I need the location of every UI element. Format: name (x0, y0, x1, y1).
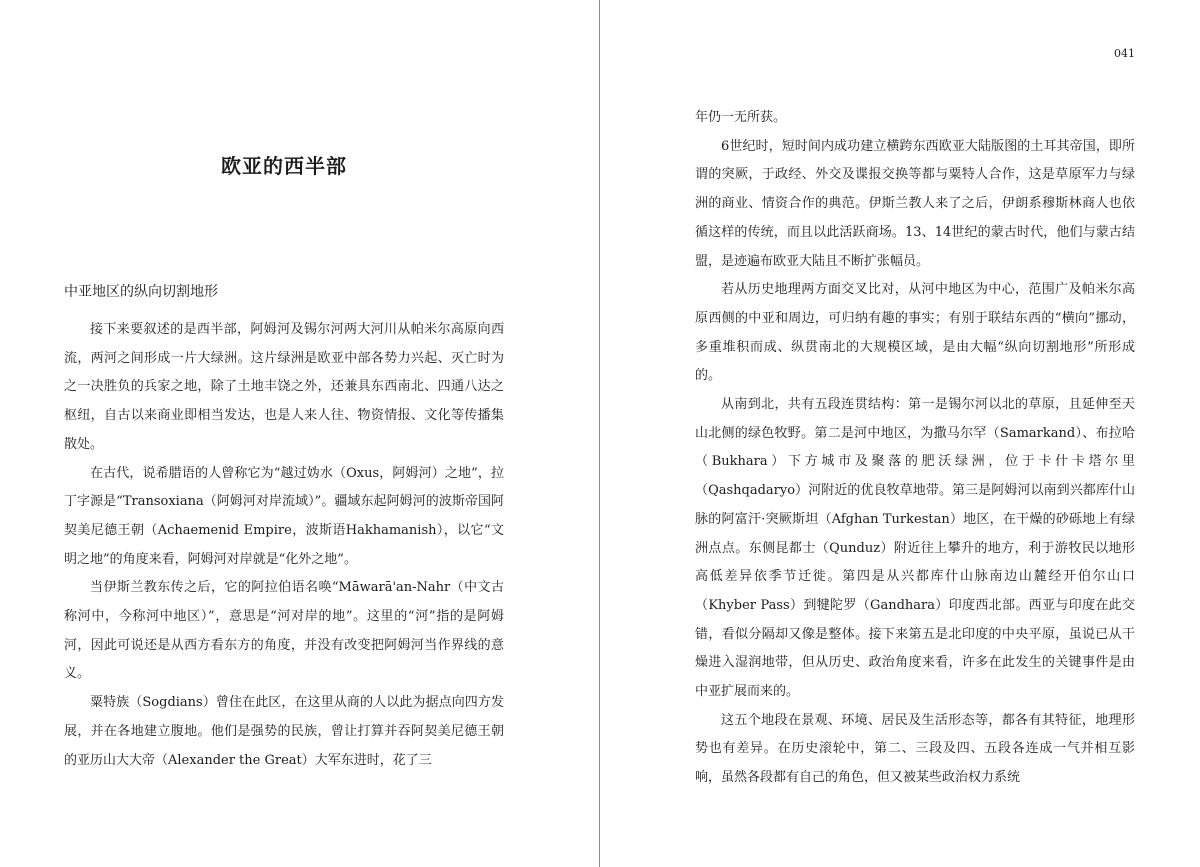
paragraph: 这五个地段在景观、环境、居民及生活形态等，都各有其特征，地理形势也有差异。在历史滚轮中，第二、三段及四、五段各连成一气并相互影响，虽然各段都有自己的角色，但又被某些政治权力系统 (695, 712, 1135, 786)
left-page (0, 0, 599, 867)
paragraph: 接下来要叙述的是西半部，阿姆河及锡尔河两大河川从帕米尔高原向西流，两河之间形成一片大绿洲。这片绿洲是欧亚中部各势力兴起、灭亡时为之一决胜负的兵家之地，除了土地丰饶之外，还兼具东西南北、四通八达之枢纽，自古以来商业即相当发达，也是人来人往、物资情报、文化等传播集散处。 (64, 322, 504, 452)
right-body-text (695, 104, 1135, 793)
paragraph-continuation: 年仍一无所获。 (695, 110, 787, 125)
paragraph: 若从历史地理两方面交叉比对，从河中地区为中心，范围广及帕米尔高原西侧的中亚和周边，可归纳有趣的事实；有别于联结东西的“横向”挪动，多重堆积而成、纵贯南北的大规模区域，是由大幅“纵向切割地形”所形成的。 (695, 282, 1135, 384)
paragraph: 从南到北，共有五段连贯结构：第一是锡尔河以北的草原，且延伸至天山北侧的绿色牧野。第二是河中地区，为撒马尔罕（Samarkand）、布拉哈（Bukhara）下方城市及聚落的肥沃绿洲，位于卡什卡塔尔里（Qashqadaryo）河附近的优良牧草地带。第三是阿姆河以南到兴都库什山脉的阿富汗·突厥斯坦（Afghan Turkestan）地区，在干燥的砂砾地上有绿洲点点。东侧昆都士（Qunduz）附近往上攀升的地方，利于游牧民以地形高低差异依季节迁徙。第四是从兴都库什山脉南边山麓经开伯尔山口（Khyber Pass）到犍陀罗（Gandhara）印度西北部。西亚与印度在此交错，看似分隔却又像是整体。接下来第五是北印度的中央平原，虽说已从干燥进入湿润地带，但从历史、政治角度来看，许多在此发生的关键事件是由中亚扩展而来的。 (695, 397, 1135, 700)
paragraph: 6世纪时，短时间内成功建立横跨东西欧亚大陆版图的土耳其帝国，即所谓的突厥，于政经、外交及谍报交换等都与粟特人合作，这是草原军力与绿洲的商业、情资合作的典范。伊斯兰教人来了之后，伊朗系穆斯林商人也依循这样的传统，而且以此活跃商场。13、14世纪的蒙古时代，他们与蒙古结盟，是迹遍布欧亚大陆且不断扩张幅员。 (695, 138, 1135, 269)
paragraph: 粟特族（Sogdians）曾住在此区，在这里从商的人以此为据点向四方发展，并在各地建立腹地。他们是强势的民族，曾让打算并吞阿契美尼德王朝的亚历山大大帝（Alexander the Great）大军东进时，花了三 (64, 695, 504, 768)
paragraph: 在古代，说希腊语的人曾称它为“越过妫水（Oxus，阿姆河）之地”，拉丁字源是“Transoxiana（阿姆河对岸流域）”。疆域东起阿姆河的波斯帝国阿契美尼德王朝（Achaemenid Empire，波斯语Hakhamanish），以它“文明之地”的角度来看，阿姆河对岸就是“化外之地”。 (64, 465, 504, 567)
right-page (600, 0, 1200, 867)
paragraph: 当伊斯兰教东传之后，它的阿拉伯语名唤“Māwarā'an-Nahr（中文古称河中，今称河中地区）”，意思是“河对岸的地”。这里的“河”指的是阿姆河，因此可说还是从西方看东方的角度，并没有改变把阿姆河当作界线的意义。 (64, 580, 504, 682)
chapter-title: 欧亚的西半部 (221, 154, 347, 178)
section-heading: 中亚地区的纵向切割地形 (64, 284, 218, 300)
left-body-text (64, 316, 504, 775)
page-number: 041 (1114, 47, 1135, 60)
